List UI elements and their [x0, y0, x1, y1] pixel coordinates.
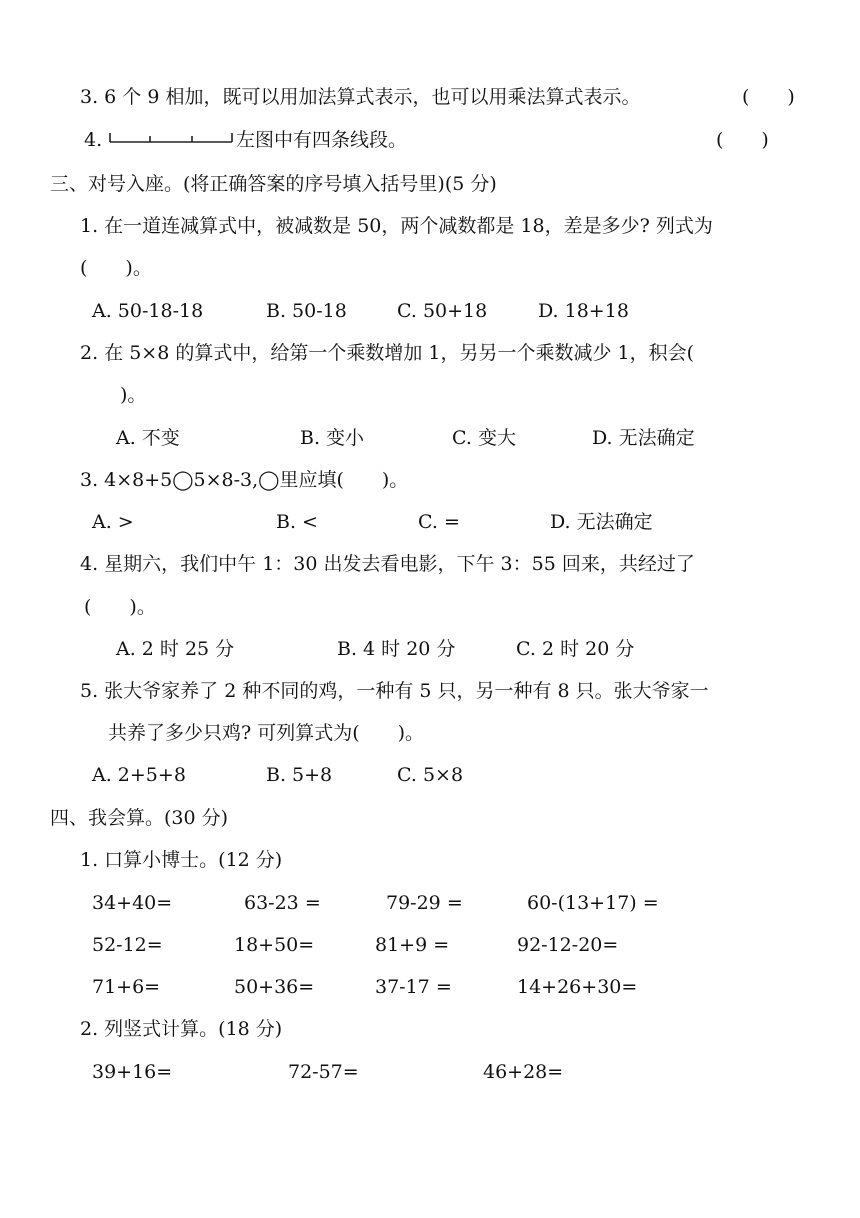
calc-item: 92-12-20=	[517, 934, 619, 956]
s3-q2-line1: 2. 在 5×8 的算式中，给第一个乘数增加 1，另另一个乘数减少 1，积会(	[80, 342, 695, 364]
s3-q3-option-c: C. =	[418, 511, 460, 533]
calc-item: 18+50=	[234, 934, 315, 956]
s3-q2-line2[interactable]: )。	[120, 384, 147, 406]
judge-q3-text: 3. 6 个 9 相加，既可以用加法算式表示，也可以用乘法算式表示。	[80, 86, 641, 108]
vertical-calc-item: 72-57=	[288, 1061, 359, 1083]
judge-q4-answer-paren[interactable]: ( )	[716, 129, 769, 151]
calc-item: 14+26+30=	[517, 976, 638, 998]
calc-item: 81+9 =	[375, 934, 450, 956]
s3-q5-line2[interactable]: 共养了多少只鸡? 可列算式为( )。	[108, 722, 425, 744]
s3-q3-line1: 3. 4×8+5◯5×8-3,◯里应填( )。	[80, 469, 409, 491]
section3-heading: 三、对号入座。(将正确答案的序号填入括号里)(5 分)	[50, 173, 497, 195]
section4-heading: 四、我会算。(30 分)	[50, 807, 229, 829]
s3-q3-option-a: A. >	[92, 511, 134, 533]
s3-q1-option-c: C. 50+18	[397, 300, 488, 322]
vertical-calc-item: 46+28=	[483, 1061, 564, 1083]
s3-q2-option-c: C. 变大	[452, 427, 516, 449]
line-segment-figure	[108, 128, 238, 148]
s3-q4-line1: 4. 星期六，我们中午 1：30 出发去看电影，下午 3：55 回来，共经过了	[80, 553, 695, 575]
calc-item: 71+6=	[92, 976, 161, 998]
calc-item: 52-12=	[92, 934, 163, 956]
calc-item: 79-29 =	[386, 892, 463, 914]
calc-item: 37-17 =	[375, 976, 452, 998]
s3-q5-line1: 5. 张大爷家养了 2 种不同的鸡，一种有 5 只，另一种有 8 只。张大爷家一	[80, 680, 709, 702]
s4-sub1-title: 1. 口算小博士。(12 分)	[80, 849, 283, 871]
s3-q2-option-d: D. 无法确定	[592, 427, 695, 449]
calc-item: 34+40=	[92, 892, 173, 914]
vertical-calc-item: 39+16=	[92, 1061, 173, 1083]
calc-item: 60-(13+17) =	[527, 892, 659, 914]
s3-q4-option-b: B. 4 时 20 分	[337, 638, 456, 660]
s3-q2-option-a: A. 不变	[116, 427, 180, 449]
s3-q4-line2[interactable]: ( )。	[84, 596, 156, 618]
s3-q4-option-a: A. 2 时 25 分	[116, 638, 235, 660]
calc-item: 50+36=	[234, 976, 315, 998]
s3-q5-option-a: A. 2+5+8	[92, 764, 186, 786]
s3-q1-line1: 1. 在一道连减算式中，被减数是 50，两个减数都是 18，差是多少? 列式为	[80, 215, 713, 237]
s3-q5-option-b: B. 5+8	[266, 764, 333, 786]
calc-item: 63-23 =	[244, 892, 321, 914]
s3-q4-option-c: C. 2 时 20 分	[516, 638, 635, 660]
s3-q3-option-b: B. <	[276, 511, 318, 533]
s3-q1-line2[interactable]: ( )。	[80, 257, 152, 279]
s4-sub2-title: 2. 列竖式计算。(18 分)	[80, 1018, 283, 1040]
s3-q2-option-b: B. 变小	[300, 427, 365, 449]
s3-q1-option-d: D. 18+18	[538, 300, 629, 322]
s3-q1-option-a: A. 50-18-18	[92, 300, 204, 322]
judge-q4-number: 4.	[84, 129, 103, 151]
s3-q1-option-b: B. 50-18	[266, 300, 347, 322]
judge-q3-answer-paren[interactable]: ( )	[742, 86, 795, 108]
judge-q4-text: 左图中有四条线段。	[236, 129, 408, 151]
s3-q3-option-d: D. 无法确定	[550, 511, 653, 533]
s3-q5-option-c: C. 5×8	[397, 764, 464, 786]
